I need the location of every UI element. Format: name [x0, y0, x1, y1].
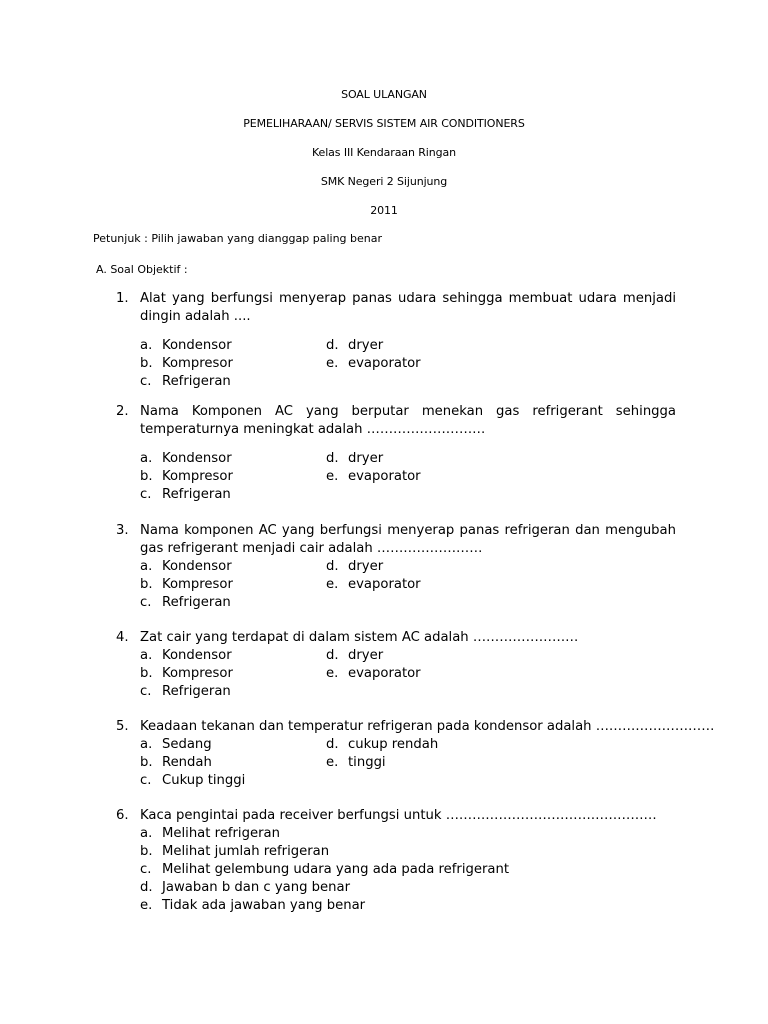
option-b: b. Kompresor [140, 577, 233, 592]
question-text: Nama Komponen AC yang berputar menekan gas refrigerant sehingga temperaturnya meningkat adalah ……………………… [140, 404, 676, 437]
exam-class: Kelas III Kendaraan Ringan [311, 146, 457, 159]
option-d: d. dryer [326, 338, 384, 353]
question-text: Zat cair yang terdapat di dalam sistem AC adalah …………………… [140, 630, 579, 645]
exam-school: SMK Negeri 2 Sijunjung [320, 175, 448, 188]
option-b: b. Kompresor [140, 469, 233, 484]
question-3 [116, 522, 676, 612]
option-c: c. Refrigeran [140, 487, 231, 502]
section-a-heading: A. Soal Objektif : [96, 263, 188, 276]
instructions: Petunjuk : Pilih jawaban yang dianggap paling benar [93, 232, 383, 245]
option-e: e. tinggi [326, 755, 386, 770]
option-e: e. evaporator [326, 356, 421, 371]
option-d: d. cukup rendah [326, 737, 439, 752]
question-text: Kaca pengintai pada receiver berfungsi untuk ………………………………………… [140, 808, 657, 823]
question-4 [116, 629, 676, 701]
question-number: 5. [116, 719, 129, 734]
option-a: a. Kondensor [140, 338, 232, 353]
option-d: d. dryer [326, 559, 384, 574]
option-list [140, 647, 676, 701]
question-text: Keadaan tekanan dan temperatur refrigeran pada kondensor adalah ……………………… [140, 719, 715, 734]
exam-subject: PEMELIHARAAN/ SERVIS SISTEM AIR CONDITIONERS [243, 117, 525, 130]
option-a: a. Melihat refrigeran [140, 826, 280, 841]
option-list [140, 337, 676, 391]
question-5 [116, 718, 715, 790]
option-a: a. Kondensor [140, 648, 232, 663]
option-a: a. Kondensor [140, 559, 232, 574]
question-number: 1. [116, 291, 129, 306]
option-b: b. Melihat jumlah refrigeran [140, 844, 330, 859]
option-e: e. evaporator [326, 666, 421, 681]
option-a: a. Sedang [140, 737, 212, 752]
question-number: 4. [116, 630, 129, 645]
option-e: e. Tidak ada jawaban yang benar [140, 898, 366, 913]
option-b: b. Rendah [140, 755, 212, 770]
option-list [140, 558, 676, 612]
option-c: c. Refrigeran [140, 374, 231, 389]
option-d: d. dryer [326, 648, 384, 663]
option-e: e. evaporator [326, 469, 421, 484]
option-a: a. Kondensor [140, 451, 232, 466]
question-1 [116, 290, 676, 391]
option-list [140, 450, 676, 504]
option-d: d. Jawaban b dan c yang benar [140, 880, 350, 895]
question-6 [116, 807, 676, 915]
option-b: b. Kompresor [140, 666, 233, 681]
question-text: Alat yang berfungsi menyerap panas udara sehingga membuat udara menjadi dingin adalah .... [140, 291, 676, 324]
option-c: c. Melihat gelembung udara yang ada pada refrigerant [140, 862, 510, 877]
option-b: b. Kompresor [140, 356, 233, 371]
option-d: d. dryer [326, 451, 384, 466]
question-number: 6. [116, 808, 129, 823]
exam-title: SOAL ULANGAN [341, 88, 427, 101]
option-list [140, 736, 676, 790]
exam-year: 2011 [370, 204, 398, 217]
option-e: e. evaporator [326, 577, 421, 592]
option-c: c. Refrigeran [140, 595, 231, 610]
option-c: c. Cukup tinggi [140, 773, 246, 788]
question-number: 2. [116, 404, 129, 419]
option-c: c. Refrigeran [140, 684, 231, 699]
question-number: 3. [116, 523, 129, 538]
question-text: Nama komponen AC yang berfungsi menyerap panas refrigeran dan mengubah gas refrigerant menjadi cair adalah …………………… [140, 523, 676, 556]
question-2 [116, 403, 676, 504]
option-list [140, 825, 676, 915]
